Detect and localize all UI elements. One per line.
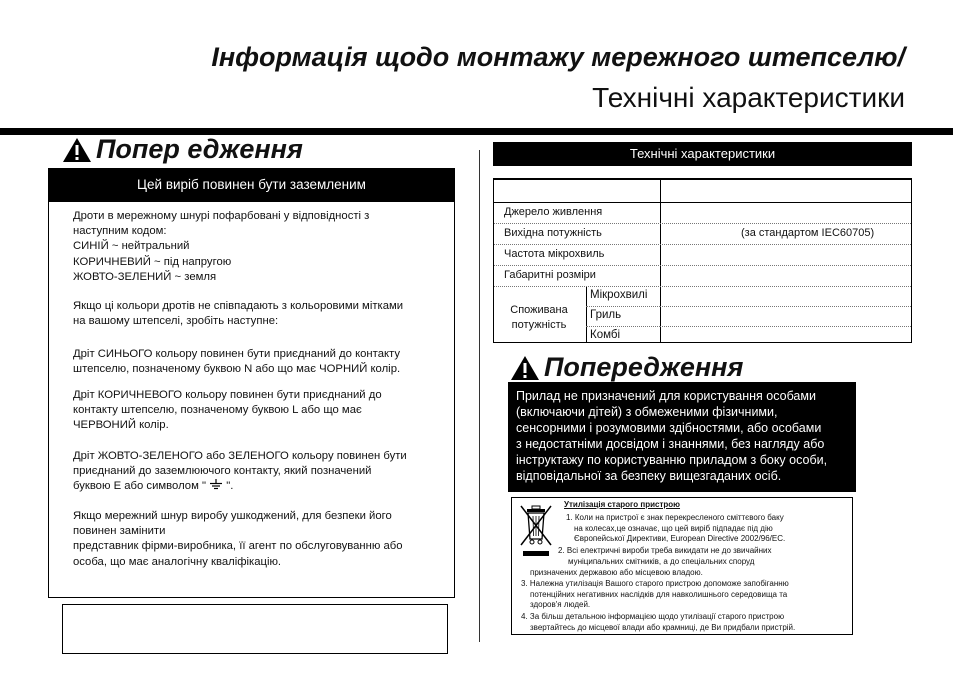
row-divider: [660, 326, 911, 327]
paragraph-blue-wire: [73, 347, 445, 377]
table-row: [586, 327, 660, 346]
text-fragment: буквою E або символом ": [73, 480, 206, 493]
table-row: [586, 287, 660, 307]
spec-label: Частота мікрохвиль: [504, 248, 605, 260]
text-line: ЧЕРВОНИЙ колір.: [73, 419, 169, 432]
disposal-title: Утилізація старого пристрою: [564, 500, 681, 509]
disposal-item-2: [558, 546, 772, 567]
spec-value: (за стандартом IEC60705): [741, 227, 875, 239]
paragraph-mismatch: [73, 299, 445, 329]
consumption-mode: Гриль: [590, 309, 622, 321]
consumption-mode: Мікрохвилі: [590, 289, 648, 301]
text-line: (включаючи дітей) з обмеженими фізичними,: [516, 405, 778, 419]
text-line: призначених державою або місцевою владою.: [530, 568, 703, 577]
spec-label: Габаритні розміри: [504, 269, 596, 281]
text-line: інструктажу по користуванню приладом з боку особи,: [516, 453, 828, 467]
text-line: 4. За більш детальною інформацією щодо утилізації старого пристрою: [521, 612, 785, 621]
text-line: Споживана: [510, 304, 568, 316]
text-line: приєднаний до заземлюючого контакту, який позначений: [73, 465, 372, 478]
disposal-item-3: [521, 579, 789, 611]
left-warning-heading: [62, 134, 303, 165]
specs-heading: Технічні характеристики: [493, 142, 912, 166]
text-line: Дріт КОРИЧНЕВОГО кольору повинен бути приєднаний до: [73, 389, 382, 401]
disposal-box: [511, 497, 853, 635]
warning-icon: [510, 355, 540, 381]
grounding-bar: Цей виріб повинен бути заземленим: [49, 169, 454, 202]
disposal-item-4: [521, 612, 795, 633]
consumption-mode: Комбі: [590, 329, 621, 341]
text-line: відповідальної за безпеку вищезгаданих осіб.: [516, 469, 782, 483]
left-warning-box: [48, 168, 455, 598]
table-row: [494, 203, 911, 224]
text-line: потужність: [511, 319, 567, 331]
spec-label: Вихідна потужність: [504, 227, 602, 239]
text-line: представник фірми-виробника, її агент по обслуговуванню або: [73, 540, 403, 553]
table-row: [494, 266, 911, 287]
text-line: повинен замінити: [73, 525, 166, 538]
right-warning-title: Попередження: [544, 352, 744, 382]
column-divider: [479, 150, 480, 642]
text-line: здоров'я людей.: [530, 600, 591, 610]
paragraph-color-code: [73, 209, 445, 285]
crossed-bin-icon: [518, 503, 554, 557]
text-line: на вашому штепселі, зробіть наступне:: [73, 315, 279, 328]
text-fragment: ".: [226, 480, 234, 493]
text-line: КОРИЧНЕВИЙ ~ під напругою: [73, 255, 232, 268]
paragraph-brown-wire: [73, 388, 445, 434]
right-warning-heading: [510, 352, 743, 383]
page-title: Інформація щодо монтажу мережного штепселю/: [211, 42, 905, 72]
text-line: Якщо ці кольори дротів не співпадають з кольоровими мітками: [73, 300, 404, 312]
text-line: муніципальних смітників, а до спеціальних споруд: [568, 556, 755, 566]
ground-symbol-icon: [209, 479, 223, 490]
text-line: звертайтесь до місцевої влади або крамниці, де Ви придбали пристрій.: [530, 622, 796, 632]
text-line: на колесах,це означає, що цей виріб підпадає під дію: [574, 523, 773, 533]
text-line: Європейської Директиви, European Directive 2002/96/EC.: [574, 534, 786, 544]
spec-label: Джерело живлення: [504, 206, 603, 218]
text-line: ЖОВТО-ЗЕЛЕНИЙ ~ земля: [73, 270, 217, 283]
right-warning-box: [508, 382, 856, 492]
text-line: потенційних негативних наслідків для навколишнього середовища та: [530, 589, 788, 599]
paragraph-cord-replacement: [73, 509, 445, 570]
consumption-label: [494, 303, 584, 333]
text-line: штепселю, позначеному буквою N або що має ЧОРНИЙ колір.: [73, 363, 401, 376]
text-line: 1. Коли на пристрої є знак перекресленого сміттєвого баку: [566, 513, 784, 522]
text-line: з недостатніми досвідом і знаннями, без нагляду або: [516, 437, 825, 451]
empty-note-box: [62, 604, 448, 654]
left-warning-title: Попер едження: [96, 134, 303, 164]
page-subtitle: Технічні характеристики: [592, 82, 905, 113]
text-line: 3. Належна утилізація Вашого старого пристрою допоможе запобіганню: [521, 579, 789, 588]
text-line: Дріт ЖОВТО-ЗЕЛЕНОГО або ЗЕЛЕНОГО кольору повинен бути: [73, 450, 407, 462]
text-line: сенсорними і розумовими здібностями, або особами: [516, 421, 822, 435]
table-row: [494, 224, 911, 245]
paragraph-ground-wire: [73, 449, 445, 495]
text-line: Дріт СИНЬОГО кольору повинен бути приєднаний до контакту: [73, 348, 401, 360]
table-row: [586, 307, 660, 327]
text-line: Прилад не призначений для користування особами: [516, 389, 816, 403]
disposal-item-1: [566, 513, 785, 545]
text-line: [73, 479, 445, 494]
text-line: контакту штепселю, позначеному буквою L або що має: [73, 404, 362, 417]
text-line: СИНІЙ ~ нейтральний: [73, 240, 190, 253]
text-line: Дроти в мережному шнурі пофарбовані у відповідності з: [73, 210, 370, 222]
text-line: 2. Всі електричні вироби треба викидати не до звичайних: [558, 546, 772, 555]
specs-table: [493, 178, 912, 343]
row-divider: [660, 306, 911, 307]
text-line: особа, що має аналогічну кваліфікацію.: [73, 555, 282, 568]
text-line: Якщо мережний шнур виробу ушкоджений, для безпеки його: [73, 510, 392, 522]
text-line: наступним кодом:: [73, 225, 167, 238]
table-row: [494, 245, 911, 266]
table-header-row: [494, 180, 911, 203]
warning-icon: [62, 137, 92, 163]
